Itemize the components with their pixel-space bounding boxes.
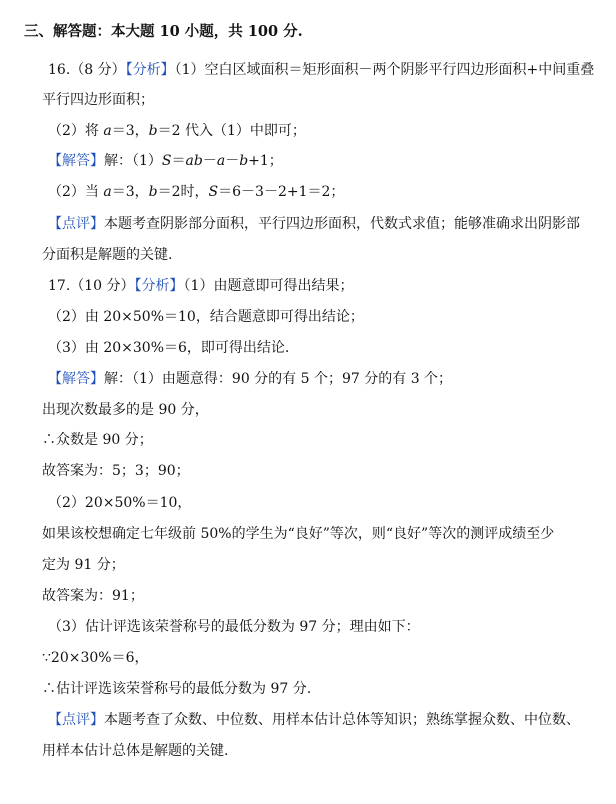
q16-solution-tag: 【解答】 <box>48 153 104 169</box>
q16-sol2-tail: ＝6－3－2+1＝2； <box>218 184 345 200</box>
q17-part2-line-2: 如果该校想确定七年级前 50%的学生为“良好”等次，则“良好”等次的测评成绩至少 <box>42 526 555 542</box>
q16-eq3: ＝3， <box>111 123 149 139</box>
q17-answer-2: 故答案为：91； <box>42 588 144 604</box>
q17-part2-line-3: 定为 91 分； <box>42 557 125 573</box>
q16-analysis-tag: 【分析】 <box>125 62 175 78</box>
q17-part2-line-1: （2）20×50%＝10， <box>48 495 192 511</box>
q16-solution-line-1 <box>48 151 283 171</box>
q17-analysis-line-1 <box>48 276 353 296</box>
var-b: b <box>148 123 158 139</box>
q16-analysis-text-1: （1）空白区域面积＝矩形面积－两个阴影平行四边形面积+中间重叠 <box>174 62 595 78</box>
q16-analysis-line-1b: 平行四边形面积； <box>42 92 154 108</box>
q17-comment-line-1 <box>48 710 580 730</box>
var-b: b <box>148 184 158 200</box>
q17-part3-line-2: ∵20×30%＝6， <box>42 650 149 666</box>
var-S: S <box>208 184 219 200</box>
var-b: b <box>239 153 249 169</box>
q16-analysis-line-2 <box>48 121 306 141</box>
q17-comment-tag: 【点评】 <box>48 712 104 728</box>
q16-sol1-minus-2: － <box>225 153 240 169</box>
q16-analysis-line-1 <box>48 60 594 80</box>
q16-comment-line-1 <box>48 214 580 234</box>
q17-comment-line-2: 用样本估计总体是解题的关键. <box>42 743 229 759</box>
q16-solution-2-prefix: （2）当 <box>48 184 104 200</box>
q17-solution-text-1: 解：（1）由题意得：90 分的有 5 个；97 分的有 3 个； <box>104 371 453 387</box>
q16-comment-text-1: 本题考查阴影部分面积，平行四边形面积，代数式求值；能够准确求出阴影部 <box>104 216 580 232</box>
q17-part3-line-1: （3）估计评选该荣誉称号的最低分数为 97 分；理由如下： <box>48 619 420 635</box>
q17-answer-1: 故答案为：5；3；90； <box>42 463 190 479</box>
q16-number: 16.（8 分） <box>48 62 126 78</box>
q17-line-therefore-mode: ∴众数是 90 分； <box>42 432 153 448</box>
q16-analysis-2-tail: ＝2 代入（1）中即可； <box>157 123 306 139</box>
var-a: a <box>103 123 112 139</box>
q16-sol2-mid2: ＝2时， <box>157 184 209 200</box>
q17-analysis-line-3: （3）由 20×30%＝6，即可得出结论. <box>48 340 290 356</box>
q16-comment-line-2: 分面积是解题的关键. <box>42 247 173 263</box>
q17-comment-text-1: 本题考查了众数、中位数、用样本估计总体等知识；熟练掌握众数、中位数、 <box>104 712 580 728</box>
q17-number: 17.（10 分） <box>48 278 135 294</box>
var-ab: ab <box>185 153 203 169</box>
q17-analysis-line-2: （2）由 20×50%＝10，结合题意即可得出结论； <box>48 309 364 325</box>
q16-solution-line-2 <box>48 182 344 202</box>
q16-sol1-tail: +1； <box>248 153 283 169</box>
var-S: S <box>161 153 172 169</box>
var-a: a <box>216 153 226 169</box>
q17-line-mode: 出现次数最多的是 90 分， <box>42 402 209 418</box>
section-title: 三、解答题：本大题 10 小题，共 100 分. <box>24 23 303 40</box>
q17-solution-line-1 <box>48 369 452 389</box>
q16-analysis-2-prefix: （2）将 <box>48 123 104 139</box>
q16-sol1-minus-1: － <box>202 153 217 169</box>
q16-solution-1-prefix: 解：（1） <box>104 153 162 169</box>
q16-sol1-eq: ＝ <box>171 153 186 169</box>
q17-part3-line-3: ∴估计评选该荣誉称号的最低分数为 97 分. <box>42 681 312 697</box>
q17-solution-tag: 【解答】 <box>48 371 104 387</box>
q17-analysis-text-1: （1）由题意即可得出结果； <box>183 278 354 294</box>
q16-comment-tag: 【点评】 <box>48 216 104 232</box>
q16-sol2-mid: ＝3， <box>111 184 149 200</box>
q17-analysis-tag: 【分析】 <box>134 278 184 294</box>
var-a: a <box>103 184 112 200</box>
